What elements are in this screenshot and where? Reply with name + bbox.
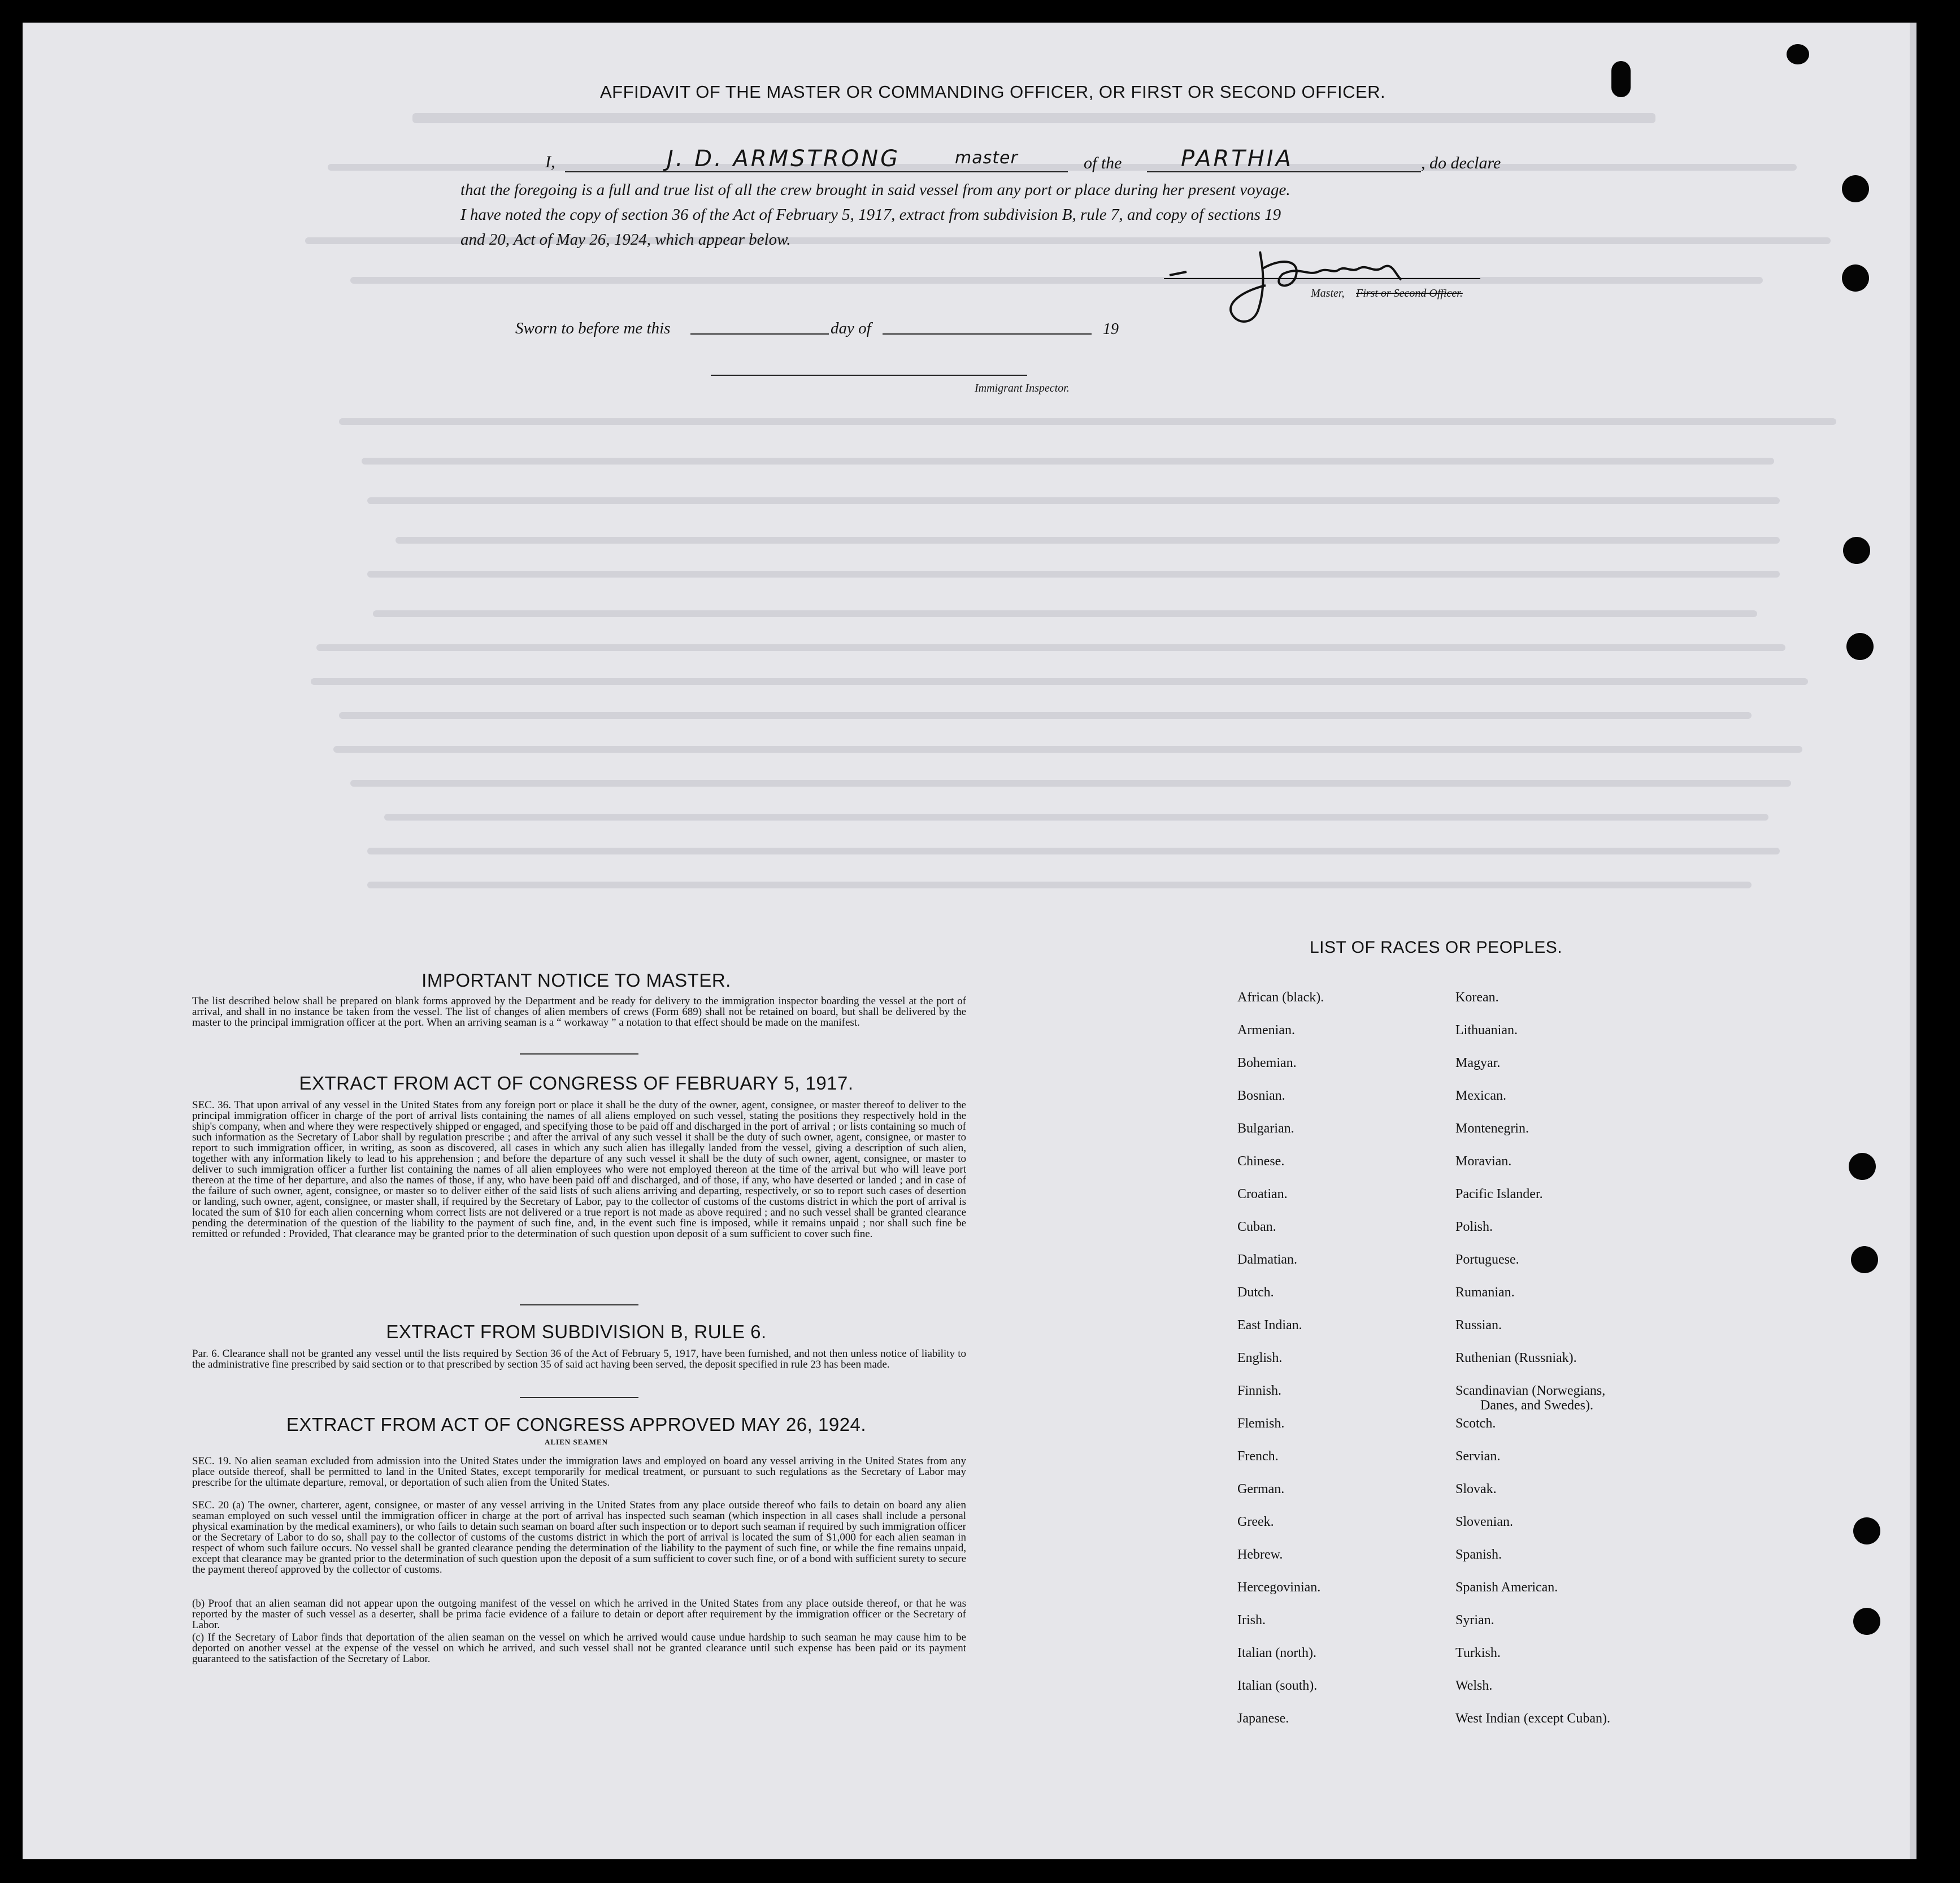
signature-caption-master: Master, [1311,287,1345,300]
race-left-item: Finnish. [1237,1383,1282,1398]
punch-hole [1787,44,1809,64]
subdivision-text: Par. 6. Clearance shall not be granted any vessel until the lists required by Section 36 of the Act of February 5, 1917, have been furnished, and not then unless notice of liability to the administrative fine prescribed by said section or to that prescribed by section 35 of said act having been served, the deposit specified in rule 23 has been made. [192,1348,966,1370]
race-left-item: Dutch. [1237,1285,1274,1300]
race-left-item: Bosnian. [1237,1088,1285,1103]
race-left-item: Italian (south). [1237,1678,1318,1693]
race-left-item: Cuban. [1237,1220,1276,1234]
race-right-item: Ruthenian (Russniak). [1455,1351,1577,1365]
race-right-item: Montenegrin. [1455,1121,1529,1136]
notice-text: The list described below shall be prepared on blank forms approved by the Department and be ready for delivery to the immigration inspector boarding the vessel at the port of arrival, and shall in no instance be taken from the vessel. The list of changes of alien members of crews (Form 689) shall not be retained on board, but shall be delivered by the master to the principal immigration officer at the port. When an arriving seaman is a “ workaway ” a notation to that effect should be made on the manifest. [192,995,966,1029]
extract-1924-title: EXTRACT FROM ACT OF CONGRESS APPROVED MAY 26, 1924. [286,1414,867,1435]
bleed-through-area [283,102,1876,927]
punch-hole [1853,1608,1880,1635]
vessel-name-handwritten: PARTHIA [1181,146,1293,172]
master-name-handwritten: J. D. ARMSTRONG [667,146,901,172]
subdivision-title: EXTRACT FROM SUBDIVISION B, RULE 6. [386,1321,767,1342]
race-right-item: Rumanian. [1455,1285,1515,1300]
of-the-label: of the [1084,154,1122,172]
punch-hole [1842,175,1869,202]
sworn-prefix: Sworn to before me this [515,319,671,337]
race-left-item: Greek. [1237,1515,1274,1529]
signature-caption-struck: First or Second Officer. [1356,287,1463,300]
affidavit-line-2: I have noted the copy of section 36 of the Act of February 5, 1917, extract from subdivision B, rule 7, and copy of sections 19 [460,206,1281,224]
extract-1924-sec19: SEC. 19. No alien seaman excluded from admission into the United States under the immigration laws and employed on board any vessel arriving in the United States from any place outside thereof, shall be permitted to land in the United States, except temporarily for medical treatment, or pursuant to such regulations as the Secretary of Labor may prescribe for the ultimate departure, removal, or deportation of such alien from the United States. [192,1455,966,1489]
extract-1924-sec20c: (c) If the Secretary of Labor finds that deportation of the alien seaman on the vessel on which he arrived would cause undue hardship to such seaman he may cause him to be deported on another vessel at the expense of the vessel on which he arrived, and such vessel shall not be granted clearance until such expense has been paid or its payment guaranteed to the satisfaction of the Secretary of Labor. [192,1632,966,1665]
race-left-item: Flemish. [1237,1416,1285,1431]
punch-hole [1846,633,1874,660]
race-right-item: Welsh. [1455,1678,1493,1693]
race-right-item: Slovak. [1455,1482,1497,1496]
races-title: LIST OF RACES OR PEOPLES. [1310,938,1563,957]
race-left-item: Armenian. [1237,1023,1295,1038]
extract-1924-subtitle: ALIEN SEAMEN [544,1438,609,1446]
race-right-item: Mexican. [1455,1088,1506,1103]
divider [520,1053,638,1055]
race-left-item: Japanese. [1237,1711,1289,1726]
divider [520,1304,638,1305]
race-left-item: Italian (north). [1237,1646,1316,1660]
punch-hole [1842,264,1869,292]
extract-1917-title: EXTRACT FROM ACT OF CONGRESS OF FEBRUARY 5, 1917. [299,1073,854,1094]
race-left-item: Dalmatian. [1237,1252,1297,1267]
race-right-item: Korean. [1455,990,1499,1005]
notice-title: IMPORTANT NOTICE TO MASTER. [421,970,731,991]
race-right-item: Turkish. [1455,1646,1501,1660]
sworn-month-line [883,333,1092,335]
race-right-item: Spanish. [1455,1547,1502,1562]
page-edge-shadow [1910,23,1916,1859]
race-left-item: Bohemian. [1237,1056,1297,1070]
race-right-item: Slovenian. [1455,1515,1513,1529]
race-left-item: Irish. [1237,1613,1266,1628]
race-right-item: Scotch. [1455,1416,1496,1431]
race-left-item: French. [1237,1449,1279,1464]
race-left-item: English. [1237,1351,1283,1365]
affidavit-title: AFFIDAVIT OF THE MASTER OR COMMANDING OFFICER, OR FIRST OR SECOND OFFICER. [600,82,1386,102]
race-right-item: Syrian. [1455,1613,1494,1628]
race-left-item: Hebrew. [1237,1547,1283,1562]
inspector-signature-line [711,375,1027,376]
race-right-item: Polish. [1455,1220,1493,1234]
race-right-item: Servian. [1455,1449,1501,1464]
punch-hole [1843,537,1870,564]
punch-hole [1851,1246,1878,1273]
race-left-item: Chinese. [1237,1154,1285,1169]
race-right-item: Pacific Islander. [1455,1187,1543,1201]
punch-hole [1853,1517,1880,1544]
race-left-item: Hercegovinian. [1237,1580,1321,1595]
race-right-item: Portuguese. [1455,1252,1519,1267]
race-right-item: Magyar. [1455,1056,1501,1070]
race-left-item: Bulgarian. [1237,1121,1294,1136]
race-right-item: West Indian (except Cuban). [1455,1711,1610,1726]
affidavit-line-1: that the foregoing is a full and true list of all the crew brought in said vessel from any port or place during her present voyage. [460,181,1290,199]
affidavit-i-label: I, [545,153,555,171]
punch-hole [1849,1153,1876,1180]
day-of-label: day of [831,319,871,337]
extract-1924-sec20a: SEC. 20 (a) The owner, charterer, agent, consignee, or master of any vessel arriving in the United States from any place outside thereof who fails to detain on board any alien seaman employed on such vessel until the immigration officer in charge at the port of arrival has inspected such seaman (which inspection in all cases shall include a personal physical examination by the medical examiners), or who fails to detain such seaman on board after such inspection or to deport such seaman if required by such immigration officer or the Secretary of Labor to do so, shall pay to the collector of customs of the customs district in which the port of arrival is located the sum of $1,000 for each alien seaman in respect of whom such failure occurs. No vessel shall be granted clearance pending the determination of the liability to the payment of such fine, or while the fine remains unpaid, except that clearance may be granted prior to the determination of such question upon the deposit of a sum sufficient to cover such fine, or of a bond with sufficient surety to secure the payment thereof approved by the collector of customs. [192,1499,966,1576]
do-declare-label: , do declare [1421,154,1501,172]
race-right-item-continued: Danes, and Swedes). [1480,1398,1593,1413]
race-left-item: German. [1237,1482,1285,1496]
divider [520,1397,638,1398]
race-left-item: Croatian. [1237,1187,1288,1201]
extract-1924-sec20b: (b) Proof that an alien seaman did not appear upon the outgoing manifest of the vessel on which he arrived in the United States from any place outside thereof, or that he was reported by the master of such vessel as a deserter, shall be prima facie evidence of a failure to detain or deport after requirement by the immigration officer or the Secretary of Labor. [192,1598,966,1631]
punch-hole [1611,61,1631,97]
race-right-item: Spanish American. [1455,1580,1558,1595]
race-right-item: Moravian. [1455,1154,1512,1169]
inspector-caption: Immigrant Inspector. [975,382,1070,394]
affidavit-line-3: and 20, Act of May 26, 1924, which appear below. [460,231,791,249]
race-left-item: African (black). [1237,990,1324,1005]
extract-1917-text: SEC. 36. That upon arrival of any vessel in the United States from any foreign port or place it shall be the duty of the owner, agent, consignee, or master thereof to deliver to the principal immigration officer in charge of the port of arrival lists containing the names of all aliens employed on such vessel, stating the positions they respectively hold in the ship's company, when and where they were respectively shipped or engaged, and specifying those to be paid off and discharged in the port of arrival ; or lists containing so much of such information as the Secretary of Labor shall by regulation prescribe ; and after the arrival of any such vessel it shall be the duty of such owner, agent, consignee, or master to report to such immigration officer, in writing, as soon as discovered, all cases in which any such alien has illegally landed from the vessel, giving a description of such alien, together with any information likely to lead to his apprehension ; and before the departure of any such vessel it shall be the duty of such owner, agent, consignee, or master to deliver to such immigration officer a further list containing the names of all alien employees who were not employed thereon at the time of the arrival but who will leave port thereon at the time of her departure, and also the names of those, if any, who have been paid off and discharged, and of those, if any, who have deserted or landed ; and in case of the failure of such owner, agent, consignee, or master so to deliver either of the said lists of such aliens arriving and departing, respectively, or so to report such cases of desertion or landing, such owner, agent, consignee, or master shall, if required by the Secretary of Labor, pay to the collector of customs of the customs district in which the port of arrival is located the sum of $10 for each alien concerning whom correct lists are not delivered or a true report is not made as above required ; and no such vessel shall be granted clearance pending the determination of the question of the liability to the payment of such fine, and, in the event such fine is imposed, while it remains unpaid ; nor shall such fine be remitted or refunded : Provided, That clearance may be granted prior to the determination of such question upon deposit of a sum sufficient to cover such fine. [192,1099,966,1240]
race-left-item: East Indian. [1237,1318,1302,1333]
master-rank-handwritten: master [955,148,1018,168]
race-right-item: Scandinavian (Norwegians, [1455,1383,1606,1398]
race-right-item: Lithuanian. [1455,1023,1518,1038]
race-right-item: Russian. [1455,1318,1502,1333]
year-prefix: 19 [1103,320,1119,338]
master-signature [1164,235,1503,331]
sworn-day-line [690,333,829,335]
